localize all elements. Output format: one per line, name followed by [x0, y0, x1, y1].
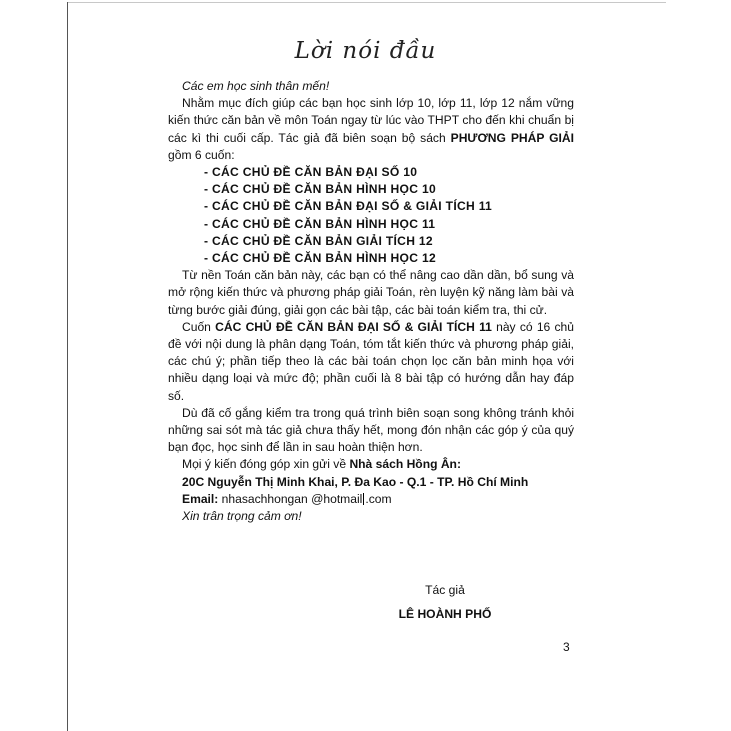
book-item: - CÁC CHỦ ĐỀ CĂN BẢN HÌNH HỌC 11	[204, 216, 436, 231]
paragraph-foundation: Từ nền Toán căn bản này, các bạn có thể nâng cao dần dần, bổ sung và mở rộng kiến thức và phương pháp giải Toán, rèn luyện kỹ năng làm bài và từng bước giải đúng, giải gọn các bài tập, các bài toán kiểm tra, thi cử.	[168, 268, 574, 317]
page-left-edge	[67, 2, 68, 731]
paragraph-book-description	[168, 319, 574, 405]
thanks-line: Xin trân trọng cảm ơn!	[182, 509, 302, 524]
signature-role: Tác giả	[425, 583, 465, 597]
para3-body: này có 16 chủ đề với nội dung là phân dạng Toán, tóm tắt kiến thức và phương pháp giải, các chú ý; phần tiếp theo là các bài toán chọn lọc căn bản minh họa với nhiều dạng loại và mức độ; phần cuối là 8 bài tập có hướng dẫn hay đáp số.	[168, 319, 574, 403]
greeting: Các em học sinh thân mến!	[182, 79, 330, 93]
publisher-address: 20C Nguyễn Thị Minh Khai, P. Đa Kao - Q.1 - TP. Hồ Chí Minh	[182, 474, 529, 489]
author-name: LÊ HOÀNH PHỐ	[398, 607, 492, 621]
page-number: 3	[563, 640, 570, 654]
email-domain: .com	[365, 491, 392, 506]
preface-body	[168, 78, 574, 525]
email-line	[168, 491, 574, 508]
page-top-edge	[68, 2, 666, 3]
email-label: Email:	[182, 491, 219, 506]
page-title: Lời nói đầu	[294, 38, 437, 64]
book-item: - CÁC CHỦ ĐỀ CĂN BẢN HÌNH HỌC 12	[204, 251, 436, 266]
series-suffix: gồm 6 cuốn:	[168, 147, 235, 162]
book-item: - CÁC CHỦ ĐỀ CĂN BẢN ĐẠI SỐ 10	[204, 165, 418, 180]
publisher-name: Nhà sách Hồng Ân:	[349, 457, 461, 472]
paragraph-feedback: Dù đã cố gắng kiểm tra trong quá trình biên soạn song không tránh khỏi những sai sót mà tác giả chưa thấy hết, mong đón nhận các góp ý của quý bạn đọc, học sinh để lần in sau hoàn thiện hơn.	[168, 405, 574, 455]
book-item: - CÁC CHỦ ĐỀ CĂN BẢN GIẢI TÍCH 12	[204, 233, 433, 248]
para3-book-title: CÁC CHỦ ĐỀ CĂN BẢN ĐẠI SỐ & GIẢI TÍCH 11	[215, 319, 492, 334]
book-item: - CÁC CHỦ ĐỀ CĂN BẢN ĐẠI SỐ & GIẢI TÍCH 11	[204, 199, 493, 214]
email-user: nhasachhongan @hotmail	[218, 491, 363, 506]
book-item: - CÁC CHỦ ĐỀ CĂN BẢN HÌNH HỌC 10	[204, 182, 436, 197]
contact-line	[168, 456, 574, 473]
signature-block	[380, 578, 510, 626]
para3-prefix: Cuốn	[182, 319, 216, 334]
series-name: PHƯƠNG PHÁP GIẢI	[450, 130, 574, 145]
paragraph-intro	[168, 95, 574, 164]
contact-intro: Mọi ý kiến đóng góp xin gửi về	[182, 457, 350, 472]
book-list	[168, 164, 574, 267]
paragraph-intro-text: Nhằm mục đích giúp các bạn học sinh lớp 10, lớp 11, lớp 12 nắm vững kiến thức căn bản về môn Toán ngay từ lúc vào THPT cho đến khi chuẩn bị các kì thi cuối cấp. Tác giả đã biên soạn bộ sách	[168, 96, 574, 145]
